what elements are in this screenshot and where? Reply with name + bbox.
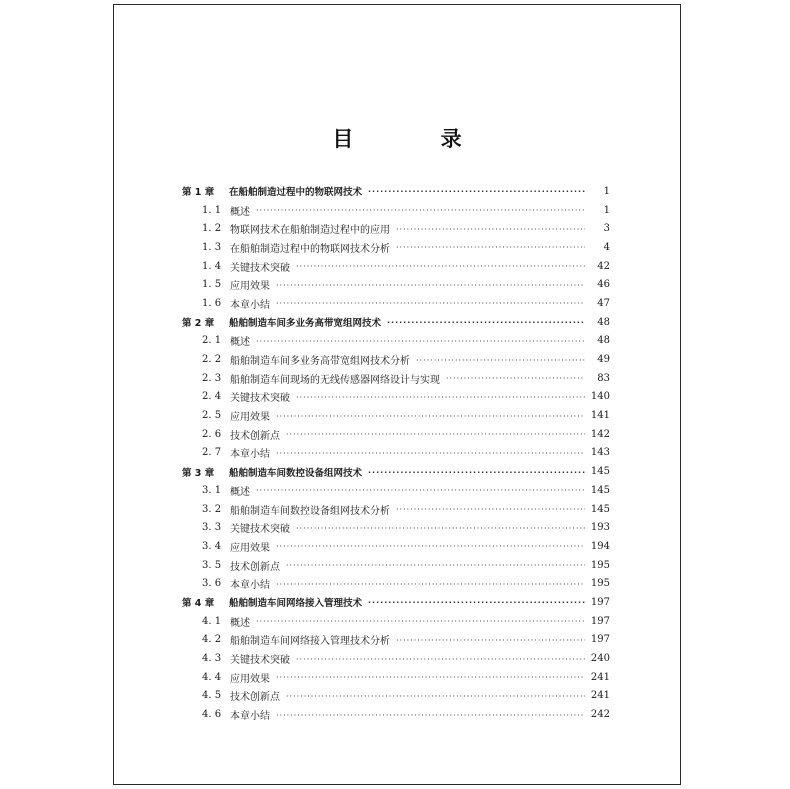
dot-leader [256, 206, 585, 216]
section-title: 应用效果 [230, 673, 270, 685]
section-number: 1. 3 [202, 241, 222, 253]
toc-section-row [182, 275, 610, 294]
page-number: 142 [590, 428, 610, 440]
dot-leader [396, 243, 585, 253]
toc-section-row [182, 388, 610, 407]
section-number: 3. 6 [202, 578, 222, 590]
section-title: 船舶制造车间网络接入管理技术分析 [230, 636, 390, 648]
toc-chapter-row [182, 593, 610, 612]
dot-leader [286, 430, 585, 440]
dot-leader [296, 655, 585, 665]
page-number: 42 [597, 260, 610, 272]
dot-leader [276, 412, 585, 422]
section-title: 物联网技术在船舶制造过程中的应用 [230, 225, 390, 237]
page-number: 145 [590, 466, 610, 478]
toc-section-row [182, 705, 610, 724]
page-number: 195 [590, 559, 610, 571]
section-title: 技术创新点 [230, 430, 280, 442]
section-number: 1. 4 [202, 260, 222, 272]
section-title: 本章小结 [230, 299, 270, 311]
section-number: 2. 2 [202, 354, 222, 366]
section-number: 2. 5 [202, 410, 222, 422]
toc-section-row [182, 649, 610, 668]
page-number: 46 [597, 279, 610, 291]
section-title: 概述 [230, 486, 250, 498]
toc-section-row [182, 537, 610, 556]
toc-section-row [182, 332, 610, 351]
section-number: 3. 5 [202, 559, 222, 571]
section-number: 4. 5 [202, 690, 222, 702]
toc-chapter-row [182, 462, 610, 481]
section-number: 1. 1 [202, 204, 222, 216]
section-title: 技术创新点 [230, 561, 280, 573]
section-title: 应用效果 [230, 412, 270, 424]
page-number: 241 [590, 690, 610, 702]
page-number: 48 [597, 316, 610, 328]
chapter-number: 第 4 章 [182, 598, 215, 610]
section-title: 在船舶制造过程中的物联网技术分析 [230, 243, 390, 255]
toc-section-row [182, 518, 610, 537]
section-number: 4. 6 [202, 709, 222, 721]
section-title: 船舶制造车间现场的无线传感器网络设计与实现 [230, 374, 440, 386]
page-number: 197 [590, 596, 610, 608]
toc-section-row [182, 481, 610, 500]
toc-section-row [182, 687, 610, 706]
page-number: 193 [590, 522, 610, 534]
page-number: 242 [590, 709, 610, 721]
section-title: 船舶制造车间多业务高带宽组网技术分析 [230, 356, 410, 368]
section-title: 概述 [230, 337, 250, 349]
section-title: 关键技术突破 [230, 655, 290, 667]
dot-leader [387, 318, 585, 328]
page-number: 47 [597, 297, 610, 309]
dot-leader [276, 673, 585, 683]
dot-leader [368, 187, 585, 197]
section-number: 2. 1 [202, 335, 222, 347]
toc-section-row [182, 631, 610, 650]
page-number: 241 [590, 671, 610, 683]
chapter-title: 在船舶制造过程中的物联网技术 [229, 187, 363, 199]
section-title: 技术创新点 [230, 692, 280, 704]
section-title: 关键技术突破 [230, 393, 290, 405]
section-number: 2. 4 [202, 391, 222, 403]
section-title: 概述 [230, 206, 250, 218]
toc-chapter-row [182, 182, 610, 201]
toc-section-row [182, 500, 610, 519]
section-number: 2. 6 [202, 428, 222, 440]
dot-leader [256, 337, 585, 347]
section-number: 2. 3 [202, 372, 222, 384]
page-number: 1 [603, 204, 610, 216]
dot-leader [396, 505, 585, 515]
toc-section-row [182, 219, 610, 238]
dot-leader [416, 356, 585, 366]
toc-section-row [182, 406, 610, 425]
section-title: 应用效果 [230, 281, 270, 293]
section-number: 3. 1 [202, 484, 222, 496]
page-number: 140 [590, 391, 610, 403]
section-number: 1. 2 [202, 223, 222, 235]
toc-section-row [182, 238, 610, 257]
page-number: 197 [590, 634, 610, 646]
section-number: 4. 3 [202, 653, 222, 665]
dot-leader [286, 692, 585, 702]
chapter-number: 第 3 章 [182, 467, 215, 479]
section-number: 3. 3 [202, 522, 222, 534]
dot-leader [276, 711, 585, 721]
page-number: 1 [603, 185, 610, 197]
page-number: 4 [603, 241, 610, 253]
section-title: 本章小结 [230, 449, 270, 461]
page-number: 197 [590, 615, 610, 627]
section-title: 关键技术突破 [230, 524, 290, 536]
dot-leader [276, 542, 585, 552]
chapter-number: 第 1 章 [182, 187, 215, 199]
book-page [113, 4, 681, 785]
dot-leader [256, 486, 585, 496]
section-number: 1. 5 [202, 279, 222, 291]
page-number: 195 [590, 578, 610, 590]
dot-leader [276, 580, 585, 590]
section-number: 1. 6 [202, 297, 222, 309]
section-title: 应用效果 [230, 542, 270, 554]
toc-section-row [182, 444, 610, 463]
chapter-title: 船舶制造车间数控设备组网技术 [229, 467, 363, 479]
chapter-title: 船舶制造车间多业务高带宽组网技术 [229, 318, 382, 330]
page-number: 143 [590, 447, 610, 459]
section-number: 3. 2 [202, 503, 222, 515]
toc-section-row [182, 294, 610, 313]
section-title: 船舶制造车间数控设备组网技术分析 [230, 505, 390, 517]
dot-leader [368, 468, 585, 478]
section-title: 本章小结 [230, 711, 270, 723]
toc-section-row [182, 425, 610, 444]
dot-leader [276, 281, 585, 291]
section-number: 3. 4 [202, 540, 222, 552]
dot-leader [446, 374, 585, 384]
chapter-title: 船舶制造车间网络接入管理技术 [229, 598, 363, 610]
page-number: 141 [590, 410, 610, 422]
toc-section-row [182, 257, 610, 276]
page-number: 3 [603, 223, 610, 235]
dot-leader [296, 262, 585, 272]
page-title: 目 录 [332, 127, 502, 151]
dot-leader [296, 524, 585, 534]
toc-section-row [182, 574, 610, 593]
section-number: 4. 1 [202, 615, 222, 627]
section-title: 概述 [230, 617, 250, 629]
toc-section-row [182, 612, 610, 631]
page-number: 145 [590, 503, 610, 515]
dot-leader [396, 225, 585, 235]
page-number: 145 [590, 484, 610, 496]
section-number: 4. 4 [202, 671, 222, 683]
toc-section-row [182, 556, 610, 575]
page-number: 194 [590, 540, 610, 552]
toc-section-row [182, 201, 610, 220]
section-number: 2. 7 [202, 447, 222, 459]
page-number: 240 [590, 653, 610, 665]
toc-chapter-row [182, 313, 610, 332]
dot-leader [368, 598, 585, 608]
table-of-contents [182, 182, 610, 724]
page-number: 83 [597, 372, 610, 384]
toc-section-row [182, 350, 610, 369]
toc-section-row [182, 668, 610, 687]
section-title: 本章小结 [230, 580, 270, 592]
dot-leader [296, 393, 585, 403]
section-number: 4. 2 [202, 634, 222, 646]
dot-leader [276, 299, 585, 309]
dot-leader [286, 561, 585, 571]
page-number: 49 [597, 354, 610, 366]
section-title: 关键技术突破 [230, 262, 290, 274]
page-number: 48 [597, 335, 610, 347]
dot-leader [256, 617, 585, 627]
chapter-number: 第 2 章 [182, 318, 215, 330]
dot-leader [396, 636, 585, 646]
dot-leader [276, 449, 585, 459]
toc-section-row [182, 369, 610, 388]
